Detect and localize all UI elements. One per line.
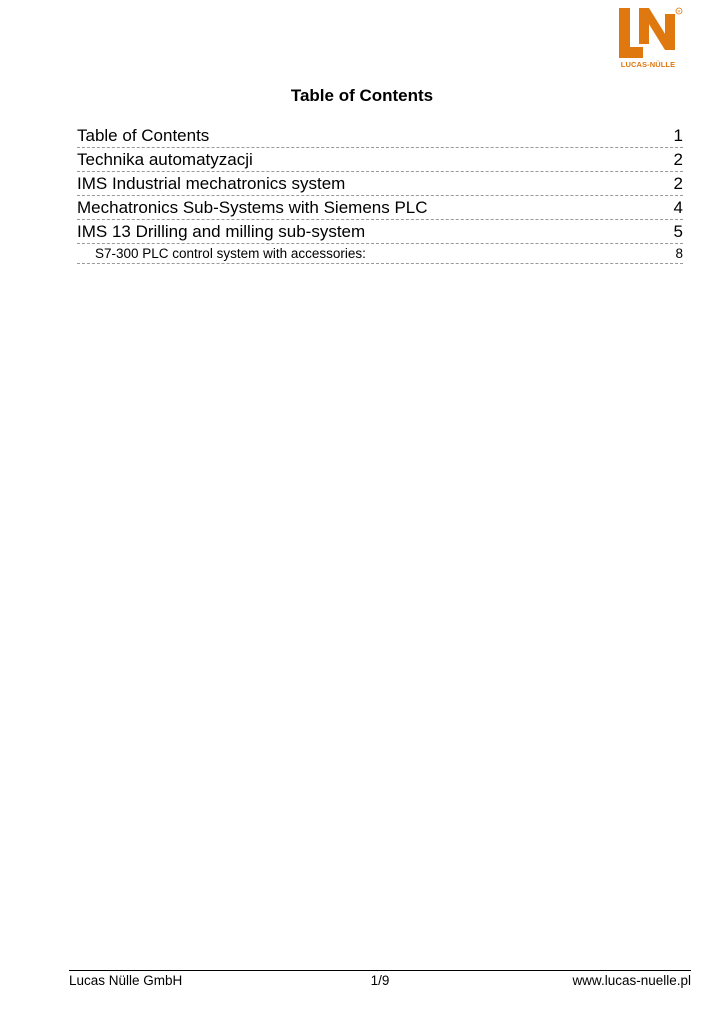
toc-entry[interactable] (77, 221, 683, 244)
toc-entry-label: Table of Contents (77, 126, 210, 145)
footer-company: Lucas Nülle GmbH (69, 973, 183, 988)
toc-entry-page: 8 (675, 246, 683, 261)
toc-entry-label: IMS Industrial mechatronics system (77, 174, 346, 193)
toc-subentry[interactable] (77, 245, 683, 264)
page-footer (69, 970, 691, 993)
toc-entry[interactable] (77, 125, 683, 148)
toc-entry-label: Mechatronics Sub-Systems with Siemens PLC (77, 198, 428, 217)
table-of-contents (77, 125, 683, 264)
lucas-nuelle-logo (617, 6, 683, 74)
toc-entry-page: 5 (673, 222, 683, 241)
footer-website[interactable]: www.lucas-nuelle.pl (572, 973, 691, 988)
toc-entry-page: 2 (673, 150, 683, 169)
toc-entry-label: Technika automatyzacji (77, 150, 253, 169)
logo-brand-text: LUCAS-NÜLLE (620, 60, 676, 69)
page-title: Table of Contents (290, 86, 434, 105)
toc-entry-label: IMS 13 Drilling and milling sub-system (77, 222, 366, 241)
svg-text:R: R (677, 8, 681, 14)
toc-entry[interactable] (77, 197, 683, 220)
toc-entry[interactable] (77, 173, 683, 196)
toc-entry-label: S7-300 PLC control system with accessories: (95, 246, 366, 261)
toc-entry-page: 2 (673, 174, 683, 193)
footer-page-number: 1/9 (370, 973, 390, 988)
toc-entry[interactable] (77, 149, 683, 172)
toc-entry-page: 1 (673, 126, 683, 145)
toc-entry-page: 4 (673, 198, 683, 217)
